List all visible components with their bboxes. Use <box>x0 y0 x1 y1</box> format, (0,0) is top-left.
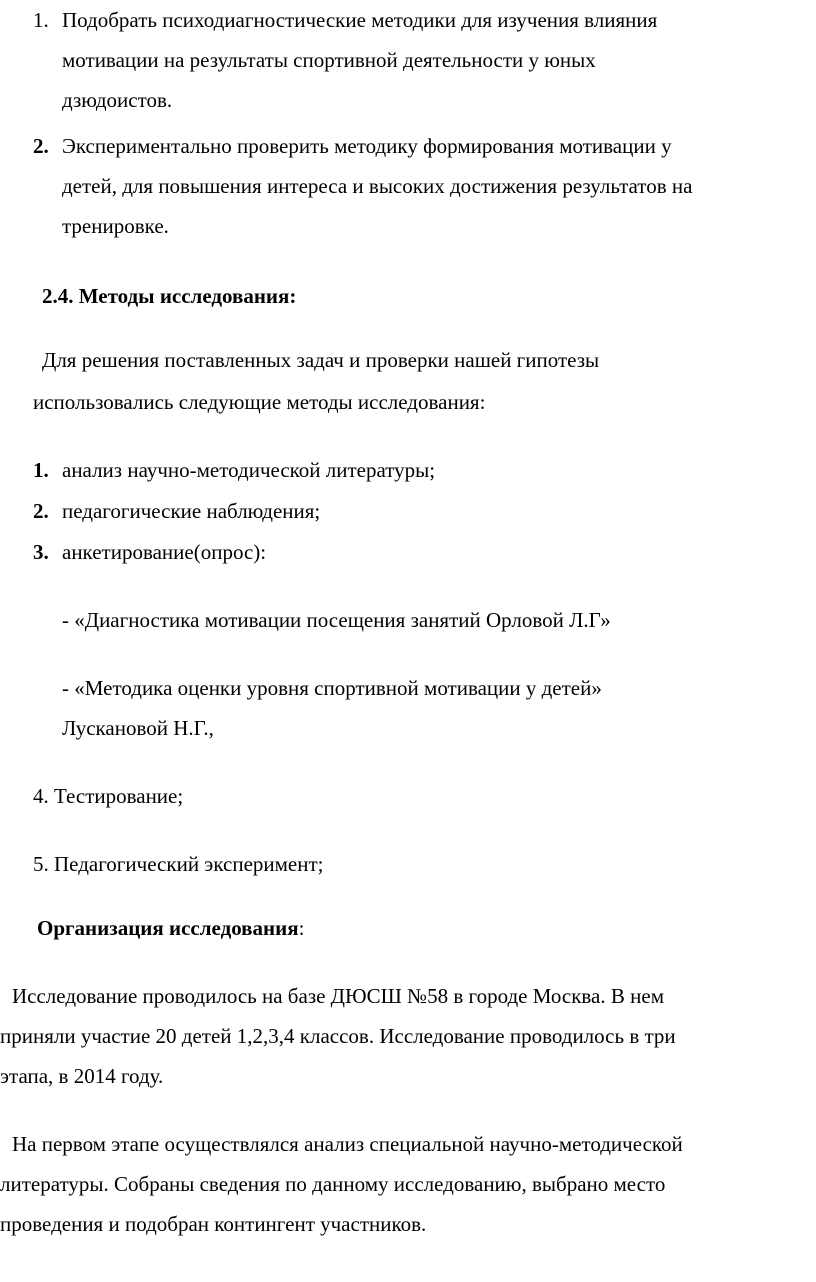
organization-p2-line-3: проведения и подобран контингент участников. <box>0 1212 427 1236</box>
method-2-number: 2. <box>33 499 49 523</box>
survey-item-1: - «Диагностика мотивации посещения занятий Орловой Л.Г» <box>62 608 611 632</box>
survey-item-2-line-1: - «Методика оценки уровня спортивной мотивации у детей» <box>62 676 602 700</box>
organization-heading <box>37 914 304 942</box>
organization-p1-line-3: этапа, в 2014 году. <box>0 1064 164 1088</box>
organization-p1-line-2: приняли участие 20 детей 1,2,3,4 классов. Исследование проводилось в три <box>0 1024 676 1048</box>
task-1-line-1: Подобрать психодиагностические методики для изучения влияния <box>62 8 658 32</box>
task-2-line-2: детей, для повышения интереса и высоких достижения результатов на <box>62 174 693 198</box>
method-1-number: 1. <box>33 458 49 482</box>
organization-p1-line-1: Исследование проводилось на базе ДЮСШ №58 в городе Москва. В нем <box>12 984 664 1008</box>
task-2-number: 2. <box>33 134 49 158</box>
methods-intro-line-1: Для решения поставленных задач и проверки нашей гипотезы <box>42 348 600 372</box>
method-5: 5. Педагогический эксперимент; <box>33 852 324 876</box>
method-3-text: анкетирование(опрос): <box>62 540 267 564</box>
method-3-number: 3. <box>33 540 49 564</box>
organization-heading-colon: : <box>298 916 305 940</box>
task-2-line-3: тренировке. <box>62 214 169 238</box>
survey-item-2-line-2: Лускановой Н.Г., <box>62 716 214 740</box>
organization-heading-text: Организация исследования <box>37 916 299 940</box>
task-1-number: 1. <box>33 8 49 32</box>
organization-p2-line-2: литературы. Собраны сведения по данному исследованию, выбрано место <box>0 1172 666 1196</box>
method-2-text: педагогические наблюдения; <box>62 499 321 523</box>
task-2-line-1: Экспериментально проверить методику формирования мотивации у <box>62 134 672 158</box>
method-4: 4. Тестирование; <box>33 784 184 808</box>
methods-heading: 2.4. Методы исследования: <box>42 284 297 308</box>
method-1-text: анализ научно-методической литературы; <box>62 458 436 482</box>
methods-intro-line-2: использовались следующие методы исследования: <box>33 390 486 414</box>
task-1-line-2: мотивации на результаты спортивной деятельности у юных <box>62 48 596 72</box>
task-1-line-3: дзюдоистов. <box>62 88 173 112</box>
organization-p2-line-1: На первом этапе осуществлялся анализ специальной научно-методической <box>12 1132 683 1156</box>
